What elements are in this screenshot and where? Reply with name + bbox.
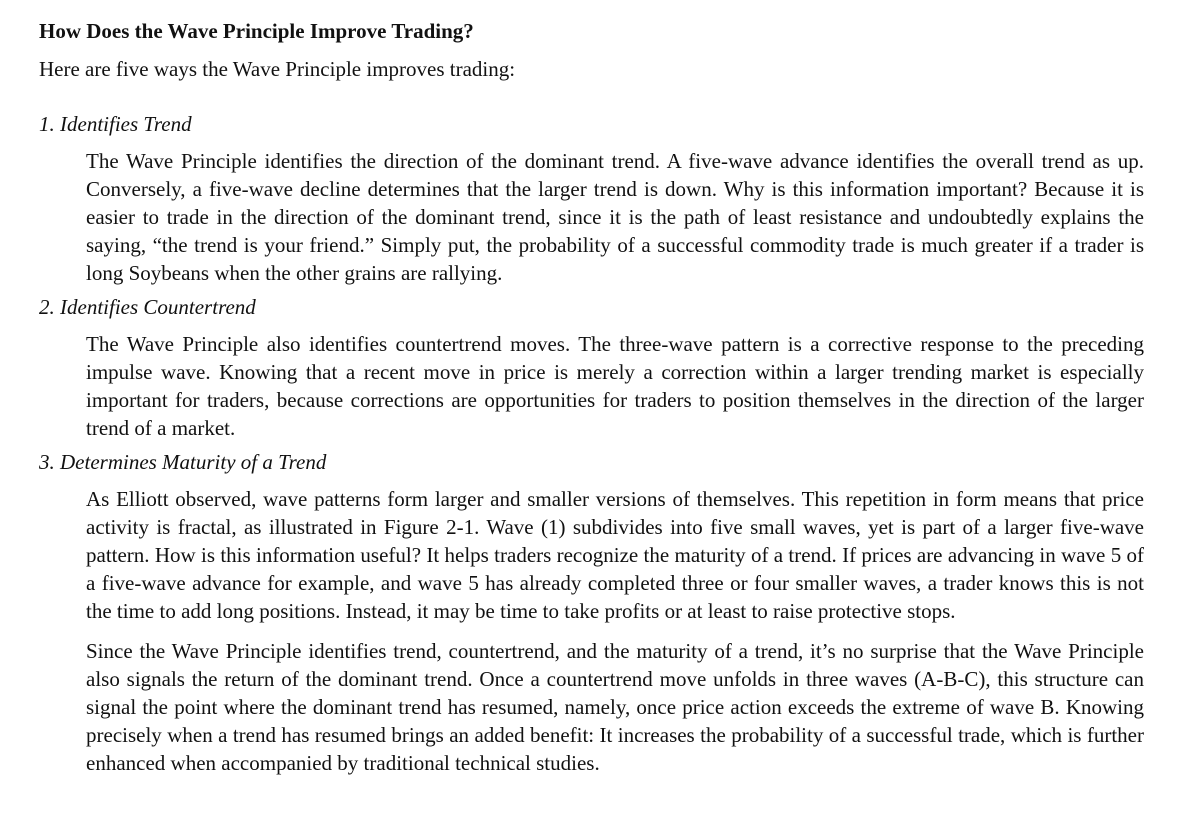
section-title-identifies-countertrend: 2. Identifies Countertrend	[39, 295, 256, 319]
section-paragraph: The Wave Principle also identifies countertrend moves. The three-wave pattern is a corrective response to the preceding impulse wave. Knowing that a recent move in price is merely a correction within a larger trending market is especially important for traders, because corrections are opportunities for traders to position themselves in the direction of the larger trend of a market.	[86, 332, 1144, 440]
section-paragraph: Since the Wave Principle identifies trend, countertrend, and the maturity of a trend, it’s no surprise that the Wave Principle also signals the return of the dominant trend. Once a countertrend move unfolds in three waves (A-B-C), this structure can signal the point where the dominant trend has resumed, namely, once price action exceeds the extreme of wave B. Knowing precisely when a trend has resumed brings an added benefit: It increases the probability of a successful trade, which is further enhanced when accompanied by traditional technical studies.	[86, 639, 1144, 775]
section-title-identifies-trend: 1. Identifies Trend	[39, 112, 192, 136]
page-title: How Does the Wave Principle Improve Trading?	[39, 19, 474, 43]
intro-text: Here are five ways the Wave Principle improves trading:	[39, 57, 516, 81]
section-paragraph: As Elliott observed, wave patterns form larger and smaller versions of themselves. This repetition in form means that price activity is fractal, as illustrated in Figure 2-1. Wave (1) subdivides into five small waves, yet is part of a larger five-wave pattern. How is this information useful? It helps traders recognize the maturity of a trend. If prices are advancing in wave 5 of a five-wave advance for example, and wave 5 has already completed three or four smaller waves, a trader knows this is not the time to add long positions. Instead, it may be time to take profits or at least to raise protective stops.	[86, 487, 1144, 623]
section-paragraph: The Wave Principle identifies the direction of the dominant trend. A five-wave advance identifies the overall trend as up. Conversely, a five-wave decline determines that the larger trend is down. Why is this information important? Because it is easier to trade in the direction of the dominant trend, since it is the path of least resistance and undoubtedly explains the saying, “the trend is your friend.” Simply put, the probability of a successful commodity trade is much greater if a trader is long Soybeans when the other grains are rallying.	[86, 149, 1144, 285]
section-title-determines-maturity: 3. Determines Maturity of a Trend	[39, 450, 327, 474]
